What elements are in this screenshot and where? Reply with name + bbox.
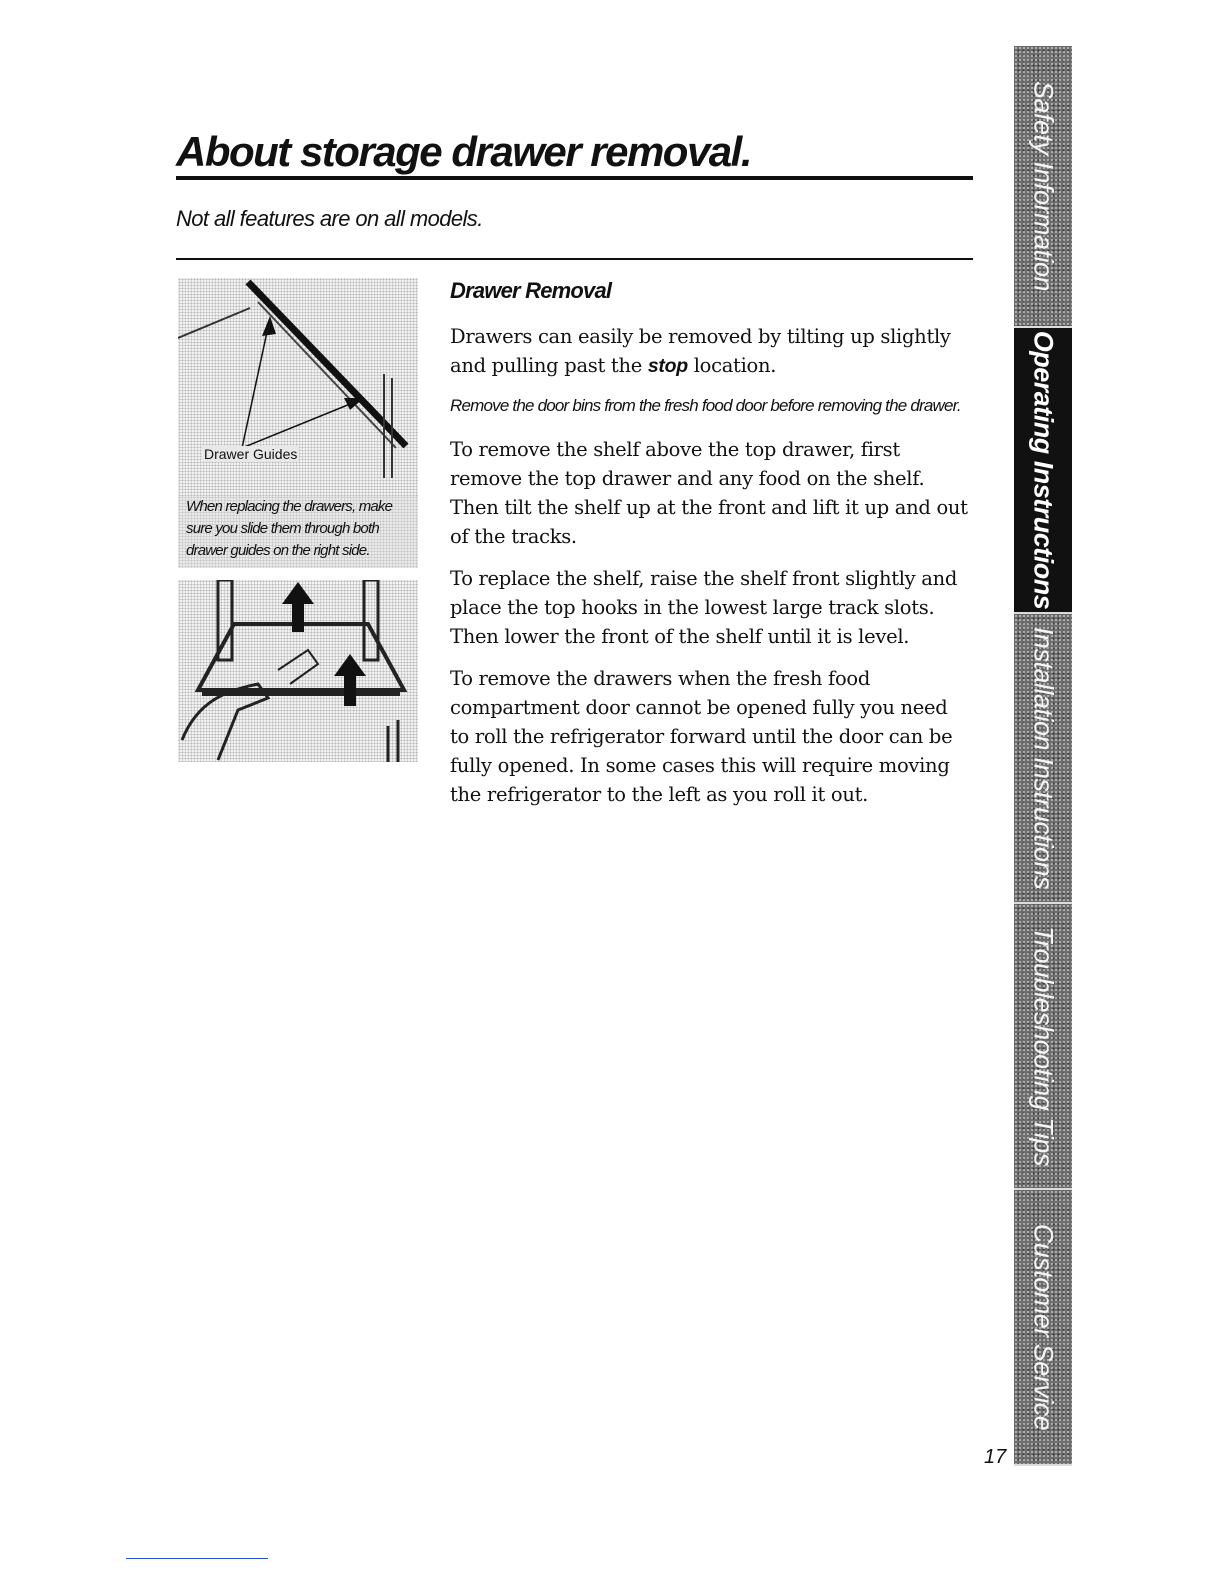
section-tabs	[1014, 46, 1072, 1466]
page-number: 17	[984, 1446, 1007, 1468]
drawer-guides-illustration	[178, 278, 418, 498]
paragraph-drawer-removal: Drawers can easily be removed by tilting up slightly and pulling past the stop location.	[450, 325, 951, 377]
title-rule	[176, 176, 973, 180]
tab-troubleshooting-tips[interactable]: Troubleshooting Tips	[1014, 904, 1072, 1190]
drawer-removal-heading: Drawer Removal	[450, 278, 612, 303]
drawer-removal-drawing	[178, 580, 418, 762]
page-title: About storage drawer removal.	[176, 128, 751, 175]
drawer-guides-label: Drawer Guides	[204, 446, 298, 462]
tab-safety-information[interactable]: Safety Information	[1014, 46, 1072, 328]
stop-emphasis: stop	[647, 355, 688, 377]
drawer-guides-drawing	[178, 278, 418, 498]
paragraph-replace-shelf: To replace the shelf, raise the shelf front slightly and place the top hooks in the lowest large track slots. Then lower the front of the shelf until it is level.	[450, 567, 958, 648]
tab-customer-service[interactable]: Customer Service	[1014, 1190, 1072, 1466]
footer-rule	[126, 1558, 268, 1559]
paragraph-remove-shelf: To remove the shelf above the top drawer, first remove the top drawer and any food on the shelf. Then tilt the shelf up at the front and lift it up and out of the tracks.	[450, 438, 968, 548]
door-bins-note: Remove the door bins from the fresh food door before removing the drawer.	[450, 396, 961, 415]
tab-operating-instructions[interactable]: Operating Instructions	[1014, 328, 1072, 614]
illustration-caption: When replacing the drawers, make sure you slide them through both drawer guides on the right side.	[178, 496, 418, 568]
instructions-body	[450, 322, 970, 822]
tab-installation-instructions[interactable]: Installation Instructions	[1014, 614, 1072, 904]
section-rule	[176, 258, 973, 260]
drawer-removal-illustration	[178, 580, 418, 762]
page-subtitle: Not all features are on all models.	[176, 206, 483, 231]
paragraph-roll-refrigerator: To remove the drawers when the fresh food compartment door cannot be opened fully you need to roll the refrigerator forward until the door can be fully opened. In some cases this will require moving the refrigerator to the left as you roll it out.	[450, 667, 953, 806]
